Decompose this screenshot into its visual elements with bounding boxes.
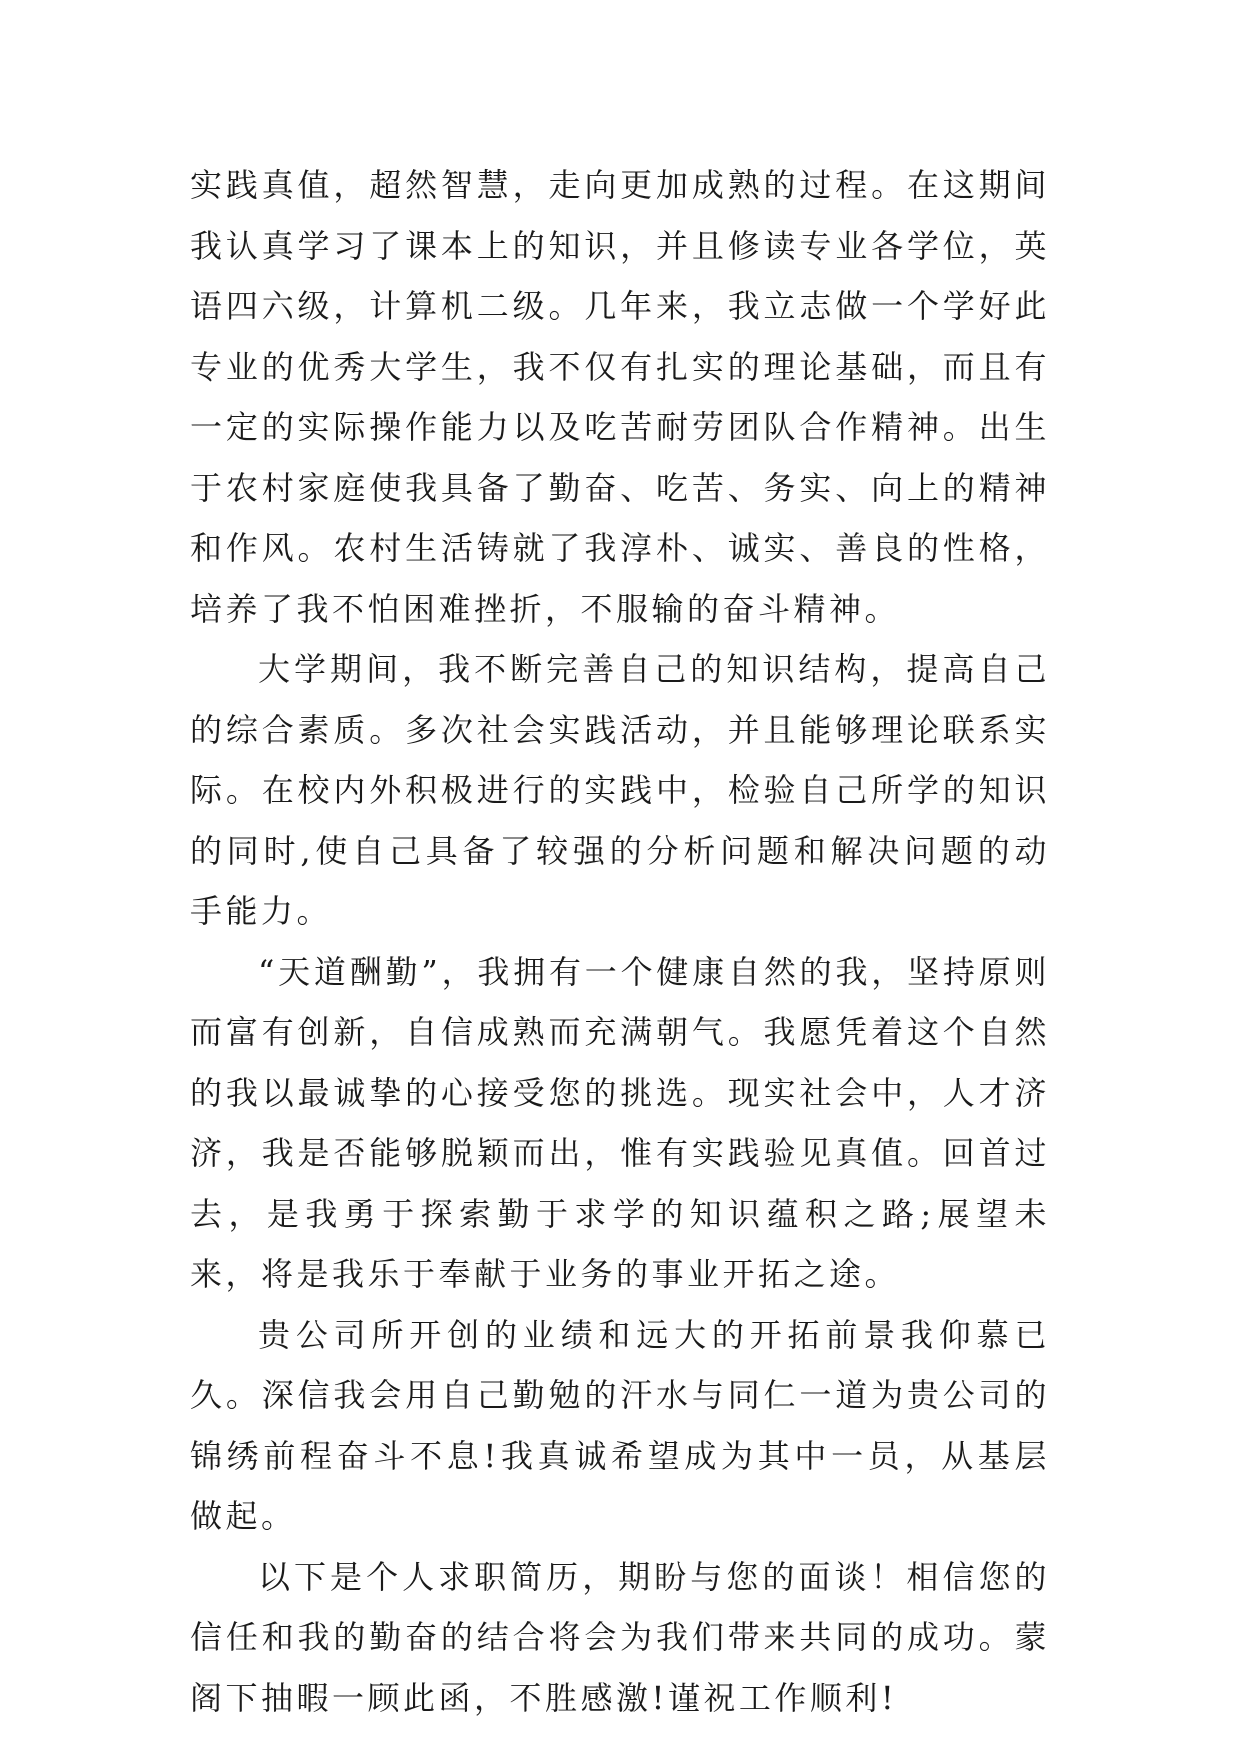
- paragraph-intro: 实践真值，超然智慧，走向更加成熟的过程。在这期间我认真学习了课本上的知识，并且修读专业各学位，英语四六级，计算机二级。几年来，我立志做一个学好此专业的优秀大学生，我不仅有扎实的理论基础，而且有一定的实际操作能力以及吃苦耐劳团队合作精神。出生于农村家庭使我具备了勤奋、吃苦、务实、向上的精神和作风。农村生活铸就了我淳朴、诚实、善良的性格，培养了我不怕困难挫折，不服输的奋斗精神。: [190, 166, 1050, 628]
- paragraph-closing: 以下是个人求职简历，期盼与您的面谈！相信您的信任和我的勤奋的结合将会为我们带来共同的成功。蒙阁下抽暇一顾此函，不胜感激!谨祝工作顺利!: [190, 1557, 1050, 1717]
- paragraph-university: 大学期间，我不断完善自己的知识结构，提高自己的综合素质。多次社会实践活动，并且能够理论联系实际。在校内外积极进行的实践中，检验自己所学的知识的同时,使自己具备了较强的分析问题和解决问题的动手能力。: [190, 650, 1050, 930]
- paragraph-motto: “天道酬勤”，我拥有一个健康自然的我，坚持原则而富有创新，自信成熟而充满朝气。我愿凭着这个自然的我以最诚挚的心接受您的挑选。现实社会中，人才济济，我是否能够脱颖而出，惟有实践验见真值。回首过去，是我勇于探索勤于求学的知识蕴积之路;展望未来，将是我乐于奉献于业务的事业开拓之途。: [190, 952, 1050, 1293]
- document-page: [190, 155, 1050, 1728]
- paragraph-company: 贵公司所开创的业绩和远大的开拓前景我仰慕已久。深信我会用自己勤勉的汗水与同仁一道为贵公司的锦绣前程奋斗不息!我真诚希望成为其中一员，从基层做起。: [190, 1315, 1050, 1535]
